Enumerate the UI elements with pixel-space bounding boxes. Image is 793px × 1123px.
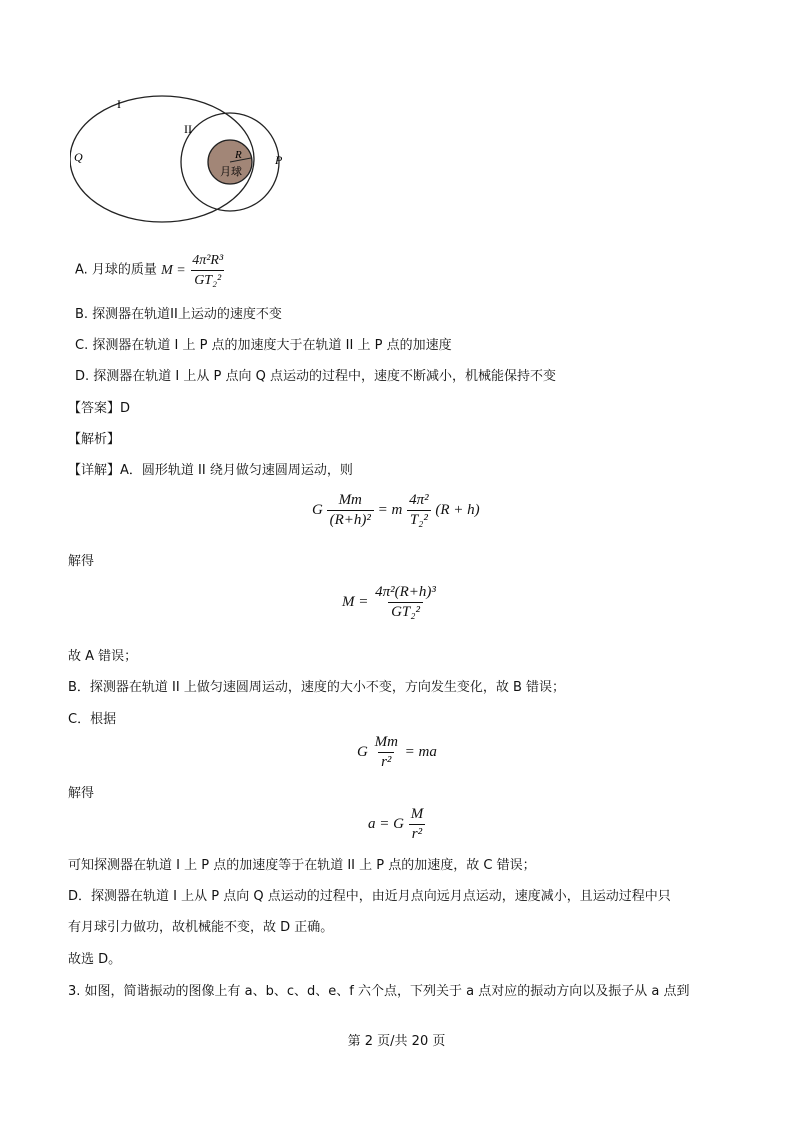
equation-2: M = $\frac{\text{4π²(R+h)³}}{\text{GT₂²}}$ — [342, 584, 436, 620]
equation-4: a = G $\frac{M}{\text{r²}}$ — [368, 806, 424, 842]
d-explanation-1: D．探测器在轨道 I 上从 P 点向 Q 点运动的过程中，由近月点向远月点运动，速度减小，且运动过程中只 — [68, 889, 671, 904]
option-a — [75, 252, 226, 289]
label-I: I — [117, 97, 121, 111]
jiede-2: 解得 — [68, 786, 95, 801]
analysis-heading: 【解析】 — [68, 432, 121, 447]
option-b: B. 探测器在轨道II上运动的速度不变 — [75, 307, 282, 322]
option-a-text: A. 月球的质量 — [75, 262, 157, 278]
option-d: D. 探测器在轨道 I 上从 P 点向 Q 点运动的过程中，速度不断减小，机械能保持不变 — [75, 369, 556, 384]
page-footer: 第 2 页/共 20 页 — [347, 1034, 446, 1049]
equation-1: G $\frac{Mm}{\text{(R+h)²}}$ = m $\frac{\text{4π²}}{\text{T₂²}}$ (R + h) — [312, 492, 480, 528]
label-II: II — [184, 122, 192, 136]
equation-3: G $\frac{Mm}{\text{r²}}$ = ma — [357, 734, 437, 770]
detail-intro: 【详解】A．圆形轨道 II 绕月做匀速圆周运动，则 — [68, 463, 353, 478]
question-3: 3. 如图，简谐振动的图像上有 a、b、c、d、e、f 六个点，下列关于 a 点对应的振动方向以及振子从 a 点到 — [68, 984, 690, 999]
label-R: R — [235, 149, 242, 161]
label-P: P — [275, 153, 283, 167]
label-moon: 月球 — [220, 165, 242, 178]
orbit-diagram — [70, 92, 300, 227]
jiede-1: 解得 — [68, 554, 95, 569]
label-Q: Q — [74, 150, 83, 164]
option-a-formula: M = $\frac{\text{4π²R³}}{\text{GT₂²}}$ — [161, 253, 224, 288]
c-conclusion: 可知探测器在轨道 I 上 P 点的加速度等于在轨道 II 上 P 点的加速度，故 C 错误； — [68, 858, 536, 873]
d-explanation-2: 有月球引力做功，故机械能不变，故 D 正确。 — [68, 920, 334, 935]
option-c: C. 探测器在轨道 I 上 P 点的加速度大于在轨道 II 上 P 点的加速度 — [75, 338, 452, 353]
final-choice: 故选 D。 — [68, 952, 122, 967]
c-intro: C．根据 — [68, 712, 117, 727]
b-explanation: B．探测器在轨道 II 上做匀速圆周运动，速度的大小不变，方向发生变化，故 B 错误； — [68, 680, 566, 695]
answer: 【答案】D — [68, 401, 131, 416]
a-wrong: 故 A 错误； — [68, 649, 138, 664]
